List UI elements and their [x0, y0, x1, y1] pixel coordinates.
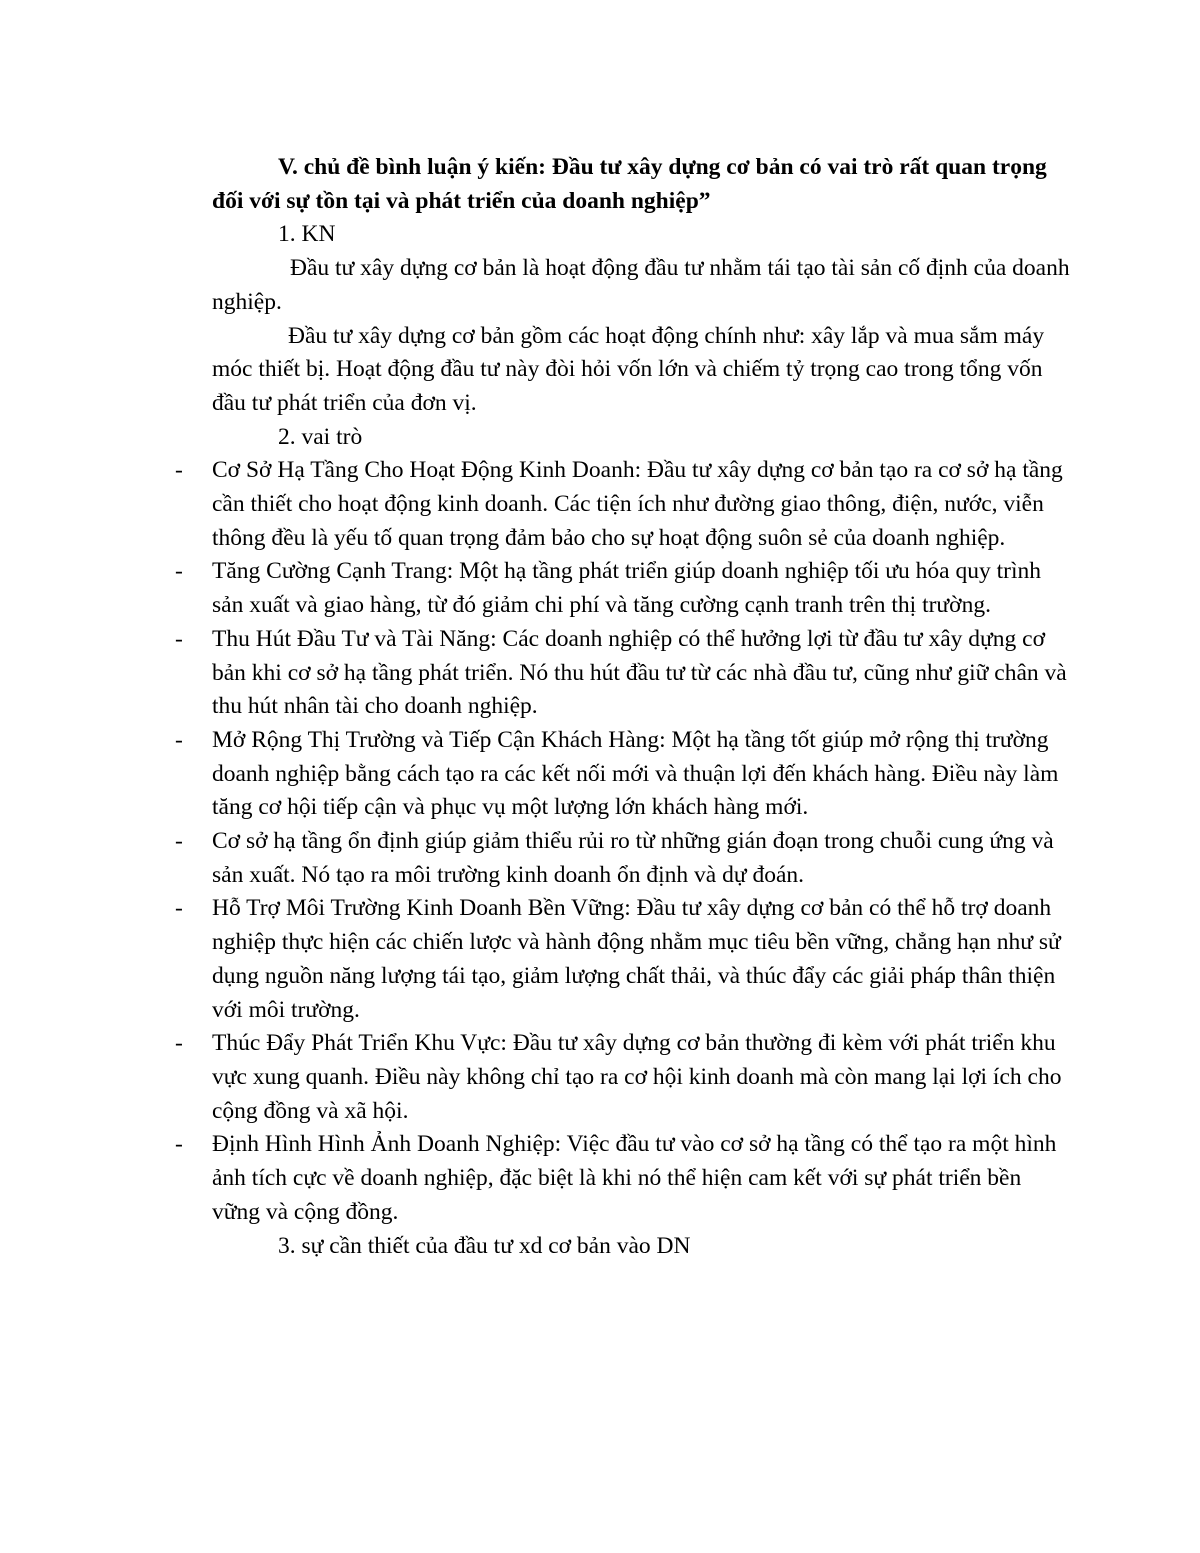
list-item — [175, 1128, 1072, 1229]
list-item — [175, 892, 1072, 1027]
list-item — [175, 454, 1072, 555]
bullet-dash: - — [175, 1030, 183, 1057]
section-3-title: 3. sự cần thiết của đầu tư xd cơ bản vào DN — [278, 1232, 691, 1259]
bullet-dash: - — [175, 457, 183, 484]
bullet-text: Mở Rộng Thị Trường và Tiếp Cận Khách Hàng: Một hạ tầng tốt giúp mở rộng thị trường doanh nghiệp bằng cách tạo ra các kết nối mới và thuận lợi đến khách hàng. Điều này làm tăng cơ hội tiếp cận và phục vụ một lượng lớn khách hàng mới. — [212, 726, 1059, 821]
bullet-text: Thúc Đẩy Phát Triển Khu Vực: Đầu tư xây dựng cơ bản thường đi kèm với phát triển khu vực xung quanh. Điều này không chỉ tạo ra cơ hội kinh doanh mà còn mang lại lợi ích cho cộng đồng và xã hội. — [212, 1030, 1062, 1124]
bullet-text: Định Hình Hình Ảnh Doanh Nghiệp: Việc đầu tư vào cơ sở hạ tầng có thể tạo ra một hình ảnh tích cực về doanh nghiệp, đặc biệt là khi nó thể hiện cam kết với sự phát triển bền vững và cộng đồng. — [212, 1131, 1057, 1225]
section-1-paragraph-1: Đầu tư xây dựng cơ bản là hoạt động đầu tư nhằm tái tạo tài sản cố định của doanh nghiệp. — [212, 255, 1070, 315]
bullet-text: Tăng Cường Cạnh Trang: Một hạ tầng phát triển giúp doanh nghiệp tối ưu hóa quy trình sản xuất và giao hàng, từ đó giảm chi phí và tăng cường cạnh tranh trên thị trường. — [212, 558, 1041, 619]
list-item — [175, 825, 1072, 892]
section-2-bullet-list — [175, 454, 1072, 1229]
list-item — [175, 724, 1072, 825]
bullet-dash: - — [175, 625, 183, 652]
bullet-dash: - — [175, 1131, 183, 1158]
bullet-text: Cơ Sở Hạ Tầng Cho Hoạt Động Kinh Doanh: Đầu tư xây dựng cơ bản tạo ra cơ sở hạ tầng cần thiết cho hoạt động kinh doanh. Các tiện ích như đường giao thông, điện, nước, viễn thông đều là yếu tố quan trọng đảm bảo cho sự hoạt động suôn sẻ của doanh nghiệp. — [212, 457, 1063, 551]
bullet-dash: - — [175, 895, 183, 922]
list-item — [175, 555, 1072, 622]
bullet-dash: - — [175, 726, 183, 753]
bullet-text: Hỗ Trợ Môi Trường Kinh Doanh Bền Vững: Đầu tư xây dựng cơ bản có thể hỗ trợ doanh nghiệp thực hiện các chiến lược và hành động nhằm mục tiêu bền vững, chẳng hạn như sử dụng nguồn năng lượng tái tạo, giảm lượng chất thải, và thúc đẩy các giải pháp thân thiện với môi trường. — [212, 895, 1061, 1023]
section-1-paragraph-2: Đầu tư xây dựng cơ bản gồm các hoạt động chính như: xây lắp và mua sắm máy móc thiết bị. Hoạt động đầu tư này đòi hỏi vốn lớn và chiếm tỷ trọng cao trong tổng vốn đầu tư phát triển của đơn vị. — [212, 322, 1045, 416]
list-item — [175, 1027, 1072, 1128]
document-body — [175, 151, 1072, 1263]
section-2-title: 2. vai trò — [278, 423, 363, 450]
bullet-text: Cơ sở hạ tầng ổn định giúp giảm thiểu rủi ro từ những gián đoạn trong chuỗi cung ứng và sản xuất. Nó tạo ra môi trường kinh doanh ổn định và dự đoán. — [212, 828, 1054, 888]
section-1-title: 1. KN — [278, 221, 336, 248]
list-item — [175, 623, 1072, 724]
bullet-dash: - — [175, 828, 183, 855]
document-heading: V. chủ đề bình luận ý kiến: Đầu tư xây dựng cơ bản có vai trò rất quan trọng đối với sự tồn tại và phát triển của doanh nghiệp” — [212, 154, 1047, 214]
bullet-dash: - — [175, 558, 183, 585]
bullet-text: Thu Hút Đầu Tư và Tài Năng: Các doanh nghiệp có thể hưởng lợi từ đầu tư xây dựng cơ bản khi cơ sở hạ tầng phát triển. Nó thu hút đầu tư từ các nhà đầu tư, cũng như giữ chân và thu hút nhân tài cho doanh nghiệp. — [212, 625, 1067, 720]
